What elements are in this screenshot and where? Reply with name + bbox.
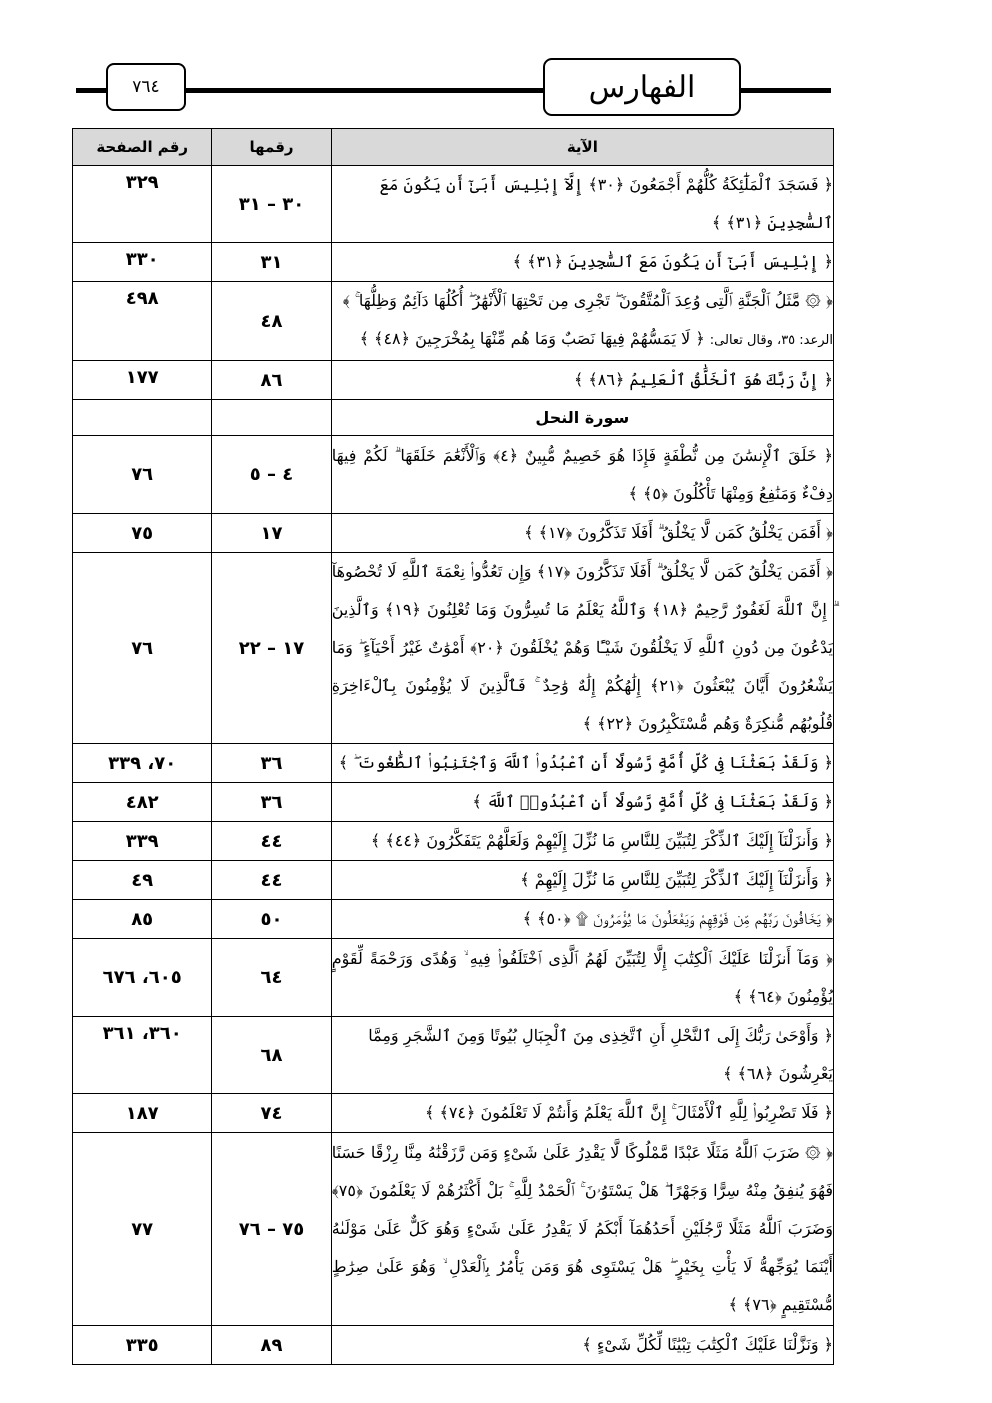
ayah-reference-line — [332, 320, 833, 360]
table-row — [73, 1133, 834, 1326]
table-row — [73, 436, 834, 514]
ayah-cell: ﴿ فَسَجَدَ ٱلْمَلَٰٓئِكَةُ كُلُّهُمْ أَجْمَعُونَ ﴿٣٠﴾ إِلَّآ إِبْلِيسَ أَبَىٰٓ أَن يَكُونَ مَعَ ٱلسَّٰجِدِينَ ﴿٣١﴾ ﴾ — [331, 166, 833, 243]
ayah-cell: ﴿ أَفَمَن يَخْلُقُ كَمَن لَّا يَخْلُقُ ۗ أَفَلَا تَذَكَّرُونَ ﴿١٧﴾ ﴾ — [331, 514, 833, 553]
page-number-cell: ١٨٧ — [73, 1094, 212, 1133]
ayah-cell: ﴿ أَفَمَن يَخْلُقُ كَمَن لَّا يَخْلُقُ ۗ أَفَلَا تَذَكَّرُونَ ﴿١٧﴾ وَإِن تَعُدُّوا۟ نِعْمَةَ ٱللَّهِ لَا تُحْصُوهَآ ۗ إِنَّ ٱللَّهَ لَغَفُورٌ رَّحِيمٌ ﴿١٨﴾ وَٱللَّهُ يَعْلَمُ مَا تُسِرُّونَ وَمَا تُعْلِنُونَ ﴿١٩﴾ وَٱلَّذِينَ يَدْعُونَ مِن دُونِ ٱللَّهِ لَا يَخْلُقُونَ شَيْـًٔا وَهُمْ يُخْلَقُونَ ﴿٢٠﴾ أَمْوَٰتٌ غَيْرُ أَحْيَآءٍ ۖ وَمَا يَشْعُرُونَ أَيَّانَ يُبْعَثُونَ ﴿٢١﴾ إِلَٰهُكُمْ إِلَٰهٌ وَٰحِدٌ ۚ فَٱلَّذِينَ لَا يُؤْمِنُونَ بِٱلْءَاخِرَةِ قُلُوبُهُم مُّنكِرَةٌ وَهُم مُّسْتَكْبِرُونَ ﴿٢٢﴾ ﴾ — [331, 553, 833, 744]
surah-heading: سورة النحل — [331, 400, 833, 436]
ayah-number-cell: ٤٤ — [212, 861, 331, 900]
header-rule-left — [76, 88, 108, 93]
table-row — [73, 1094, 834, 1133]
page-number-cell: ٧٠، ٣٣٩ — [73, 744, 212, 783]
page-number-cell: ٨٥ — [73, 900, 212, 939]
ayah-number-cell: ٥٠ — [212, 900, 331, 939]
ayah-cell: ﴿ وَنَزَّلْنَا عَلَيْكَ ٱلْكِتَٰبَ تِبْيَٰنًا لِّكُلِّ شَىْءٍ ﴾ — [331, 1326, 833, 1365]
table-row — [73, 861, 834, 900]
page-number-cell: ٤٩ — [73, 861, 212, 900]
page-number-cell: ٧٧ — [73, 1133, 212, 1326]
ayah-number-cell: ٤ – ٥ — [212, 436, 331, 514]
table-header-row — [73, 129, 834, 166]
ayah-cell: ﴿ وَأَنزَلْنَآ إِلَيْكَ ٱلذِّكْرَ لِتُبَيِّنَ لِلنَّاسِ مَا نُزِّلَ إِلَيْهِمْ وَلَعَلَّهُمْ يَتَفَكَّرُونَ ﴿٤٤﴾ ﴾ — [331, 822, 833, 861]
page-number-cell: ١٧٧ — [73, 361, 212, 400]
ayah-number-cell: ٦٤ — [212, 939, 331, 1017]
table-row — [73, 822, 834, 861]
ayah-reference-note: الرعد: ٣٥، وقال تعالى: — [709, 333, 833, 348]
table-row — [73, 553, 834, 744]
ayah-number-cell: ٣١ — [212, 243, 331, 282]
page-number-cell: ٤٩٨ — [73, 282, 212, 361]
page-number-cell: ٣٣٠ — [73, 243, 212, 282]
table-row — [73, 282, 834, 361]
ayah-number-cell: ٣٦ — [212, 744, 331, 783]
ayah-cell: ﴿ إِنَّ رَبَّكَ هُوَ ٱلْخَلَّٰقُ ٱلْعَلِيمُ ﴿٨٦﴾ ﴾ — [331, 361, 833, 400]
ayah-cell: ﴿ خَلَقَ ٱلْإِنسَٰنَ مِن نُّطْفَةٍ فَإِذَا هُوَ خَصِيمٌ مُّبِينٌ ﴿٤﴾ وَٱلْأَنْعَٰمَ خَلَقَهَا ۗ لَكُمْ فِيهَا دِفْءٌ وَمَنَٰفِعُ وَمِنْهَا تَأْكُلُونَ ﴿٥﴾ ﴾ — [331, 436, 833, 514]
ayah-cell: ﴿ فَلَا تَضْرِبُوا۟ لِلَّهِ ٱلْأَمْثَالَ ۚ إِنَّ ٱللَّهَ يَعْلَمُ وَأَنتُمْ لَا تَعْلَمُونَ ﴿٧٤﴾ ﴾ — [331, 1094, 833, 1133]
table-row — [73, 514, 834, 553]
page-title: الفهارس — [543, 58, 741, 116]
page-number-cell: ٦٠٥، ٦٧٦ — [73, 939, 212, 1017]
empty-cell — [212, 400, 331, 436]
ayah-cell: ﴿ يَخَافُونَ رَبَّهُم مِّن فَوْقِهِمْ وَيَفْعَلُونَ مَا يُؤْمَرُونَ ۩ ﴿٥٠﴾ ﴾ — [331, 900, 833, 939]
ayah-number-cell: ٤٨ — [212, 282, 331, 361]
column-header-ayah: الآية — [331, 129, 833, 166]
ayah-cell: ﴿ وَأَنزَلْنَآ إِلَيْكَ ٱلذِّكْرَ لِتُبَيِّنَ لِلنَّاسِ مَا نُزِّلَ إِلَيْهِمْ ﴾ — [331, 861, 833, 900]
table-row — [73, 783, 834, 822]
page-number-cell: ٧٦ — [73, 436, 212, 514]
ayah-number-cell: ٤٤ — [212, 822, 331, 861]
table-row — [73, 744, 834, 783]
empty-cell — [73, 400, 212, 436]
ayah-number-cell: ٣٠ – ٣١ — [212, 166, 331, 243]
ayah-number-cell: ١٧ – ٢٢ — [212, 553, 331, 744]
page-number-cell: ٣٣٥ — [73, 1326, 212, 1365]
page-number-cell: ٧٦ — [73, 553, 212, 744]
header-rule-right — [739, 88, 831, 93]
page-number: ٧٦٤ — [106, 63, 186, 111]
column-header-number: رقمها — [212, 129, 331, 166]
ayah-cell: ﴿ وَلَقَدْ بَعَثْنَا فِى كُلِّ أُمَّةٍ رَّسُولًا أَنِ ٱعْبُدُوا۟ ٱللَّهَ وَٱجْتَنِبُوا۟ ٱلطَّٰغُوتَ ۖ ﴾ — [331, 744, 833, 783]
ayah-number-cell: ١٧ — [212, 514, 331, 553]
page-number-cell: ٧٥ — [73, 514, 212, 553]
page-number-cell: ٣٢٩ — [73, 166, 212, 243]
ayah-cell: ﴿ وَأَوْحَىٰ رَبُّكَ إِلَى ٱلنَّحْلِ أَنِ ٱتَّخِذِى مِنَ ٱلْجِبَالِ بُيُوتًا وَمِنَ ٱلشَّجَرِ وَمِمَّا يَعْرِشُونَ ﴿٦٨﴾ ﴾ — [331, 1017, 833, 1094]
page-number-cell: ٣٦٠، ٣٦١ — [73, 1017, 212, 1094]
table-row — [73, 1017, 834, 1094]
ayah-number-cell: ٦٨ — [212, 1017, 331, 1094]
ayah-number-cell: ٧٥ – ٧٦ — [212, 1133, 331, 1326]
column-header-page: رقم الصفحة — [73, 129, 212, 166]
table-row — [73, 900, 834, 939]
table-row — [73, 939, 834, 1017]
table-row — [73, 361, 834, 400]
page-number-cell: ٤٨٢ — [73, 783, 212, 822]
ayah-number-cell: ٧٤ — [212, 1094, 331, 1133]
ayah-cell: ﴿ إِبْلِيسَ أَبَىٰٓ أَن يَكُونَ مَعَ ٱلسَّٰجِدِينَ ﴿٣١﴾ ﴾ — [331, 243, 833, 282]
ayah-number-cell: ٨٦ — [212, 361, 331, 400]
ayah-number-cell: ٨٩ — [212, 1326, 331, 1365]
page-number-cell: ٣٣٩ — [73, 822, 212, 861]
ayah-number-cell: ٣٦ — [212, 783, 331, 822]
header-rule-middle — [184, 88, 545, 93]
ayah-cell — [331, 282, 833, 361]
table-row — [73, 243, 834, 282]
table-row — [73, 166, 834, 243]
ayah-cell: ﴿ ۞ ضَرَبَ ٱللَّهُ مَثَلًا عَبْدًا مَّمْلُوكًا لَّا يَقْدِرُ عَلَىٰ شَىْءٍ وَمَن رَّزَقْنَٰهُ مِنَّا رِزْقًا حَسَنًا فَهُوَ يُنفِقُ مِنْهُ سِرًّا وَجَهْرًا ۖ هَلْ يَسْتَوُۥنَ ۚ ٱلْحَمْدُ لِلَّهِ ۚ بَلْ أَكْثَرُهُمْ لَا يَعْلَمُونَ ﴿٧٥﴾ وَضَرَبَ ٱللَّهُ مَثَلًا رَّجُلَيْنِ أَحَدُهُمَآ أَبْكَمُ لَا يَقْدِرُ عَلَىٰ شَىْءٍ وَهُوَ كَلٌّ عَلَىٰ مَوْلَىٰهُ أَيْنَمَا يُوَجِّههُّ لَا يَأْتِ بِخَيْرٍ ۖ هَلْ يَسْتَوِى هُوَ وَمَن يَأْمُرُ بِٱلْعَدْلِ ۙ وَهُوَ عَلَىٰ صِرَٰطٍ مُّسْتَقِيمٍ ﴿٧٦﴾ ﴾ — [331, 1133, 833, 1326]
table-row — [73, 1326, 834, 1365]
ayah-cell: ﴿ وَلَقَدْ بَعَثْنَا فِى كُلِّ أُمَّةٍ رَّسُولًا أَنِ ٱعْبُدُوا۟ ٱللَّهَ ﴾ — [331, 783, 833, 822]
ayah-cell: ﴿ وَمَآ أَنزَلْنَا عَلَيْكَ ٱلْكِتَٰبَ إِلَّا لِتُبَيِّنَ لَهُمُ ٱلَّذِى ٱخْتَلَفُوا۟ فِيهِ ۙ وَهُدًى وَرَحْمَةً لِّقَوْمٍ يُؤْمِنُونَ ﴿٦٤﴾ ﴾ — [331, 939, 833, 1017]
ayah-text-secondary: ﴿ لَا يَمَسُّهُمْ فِيهَا نَصَبٌ وَمَا هُم مِّنْهَا بِمُخْرَجِينَ ﴿٤٨﴾ ﴾ — [359, 329, 705, 348]
ayah-text: ﴿ ۞ مَّثَلُ ٱلْجَنَّةِ ٱلَّتِى وُعِدَ ٱلْمُتَّقُونَ ۖ تَجْرِى مِن تَحْتِهَا ٱلْأَنْهَٰرُ ۖ أُكُلُهَا دَآئِمٌ وَظِلُّهَا ۚ ﴾ — [342, 291, 833, 310]
ayah-index-table — [72, 128, 834, 1365]
surah-heading-row — [73, 400, 834, 436]
